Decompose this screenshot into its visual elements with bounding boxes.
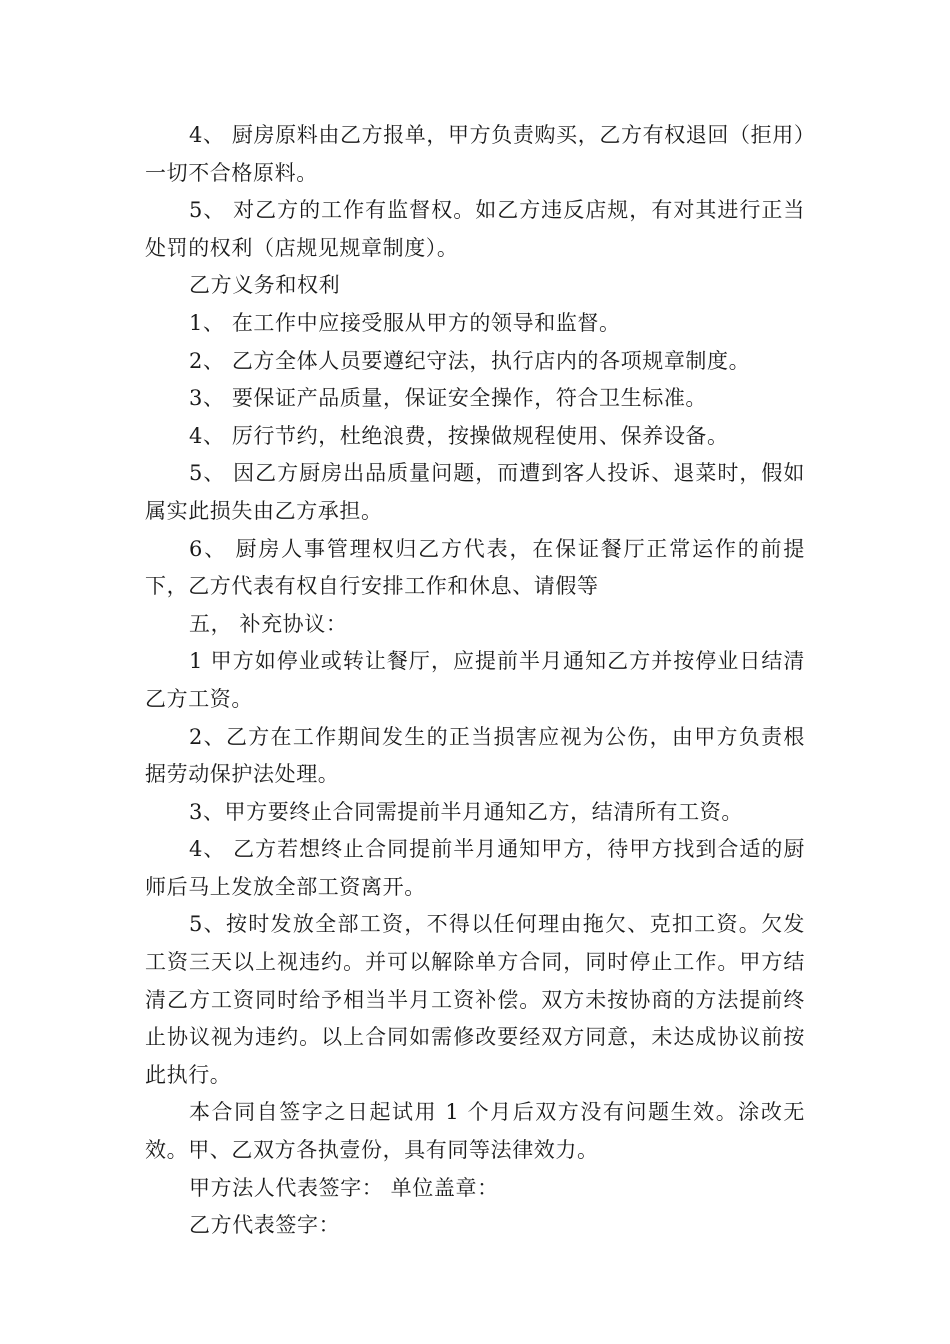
paragraph-supplementary-2: 2、乙方在工作期间发生的正当损害应视为公伤，由甲方负责根据劳动保护法处理。 [145,724,805,787]
signature-line-party-b: 乙方代表签字： [189,1213,341,1238]
paragraph-duty-4: 4、 厉行节约，杜绝浪费，按操做规程使用、保养设备。 [189,423,729,448]
paragraph-supplementary-4: 4、 乙方若想终止合同提前半月通知甲方，待甲方找到合适的厨师后马上发放全部工资离开。 [145,837,805,899]
paragraph-supplementary-5: 5、按时发放全部工资，不得以任何理由拖欠、克扣工资。欠发工资三天以上视违约。并可以解除单方合同，同时停止工作。甲方结清乙方工资同时给予相当半月工资补偿。双方未按协商的方法提前终止协议视为违约。以上合同如需修改要经双方同意，未达成协议前按此执行。 [145,912,805,1087]
paragraph-duty-1: 1、 在工作中应接受服从甲方的领导和监督。 [189,310,621,335]
paragraph-duty-5: 5、 因乙方厨房出品质量问题，而遭到客人投诉、退菜时，假如属实此损失由乙方承担。 [145,461,805,523]
section-heading-supplementary: 五， 补充协议： [189,611,348,636]
paragraph-supplementary-1: 1 甲方如停业或转让餐厅，应提前半月通知乙方并按停业日结清乙方工资。 [145,649,805,711]
paragraph-supplementary-3: 3、甲方要终止合同需提前半月通知乙方，结清所有工资。 [189,799,743,824]
section-heading-party-b-duties: 乙方义务和权利 [189,273,341,298]
signature-line-party-a: 甲方法人代表签字： 单位盖章： [189,1175,499,1200]
paragraph-clause-5-supervision: 5、 对乙方的工作有监督权。如乙方违反店规，有对其进行正当处罚的权利（店规见规章制度）。 [145,198,805,260]
paragraph-duty-6: 6、 厨房人事管理权归乙方代表，在保证餐厅正常运作的前提下，乙方代表有权自行安排工作和休息、请假等 [145,536,805,599]
paragraph-effective-date: 本合同自签字之日起试用 1 个月后双方没有问题生效。涂改无效。甲、乙双方各执壹份，具有同等法律效力。 [145,1100,805,1163]
paragraph-clause-4-raw-materials: 4、 厨房原料由乙方报单，甲方负责购买，乙方有权退回（拒用）一切不合格原料。 [145,123,805,185]
paragraph-duty-3: 3、 要保证产品质量，保证安全操作，符合卫生标准。 [189,386,708,411]
paragraph-duty-2: 2、 乙方全体人员要遵纪守法，执行店内的各项规章制度。 [189,348,751,373]
document-body [145,117,805,1245]
